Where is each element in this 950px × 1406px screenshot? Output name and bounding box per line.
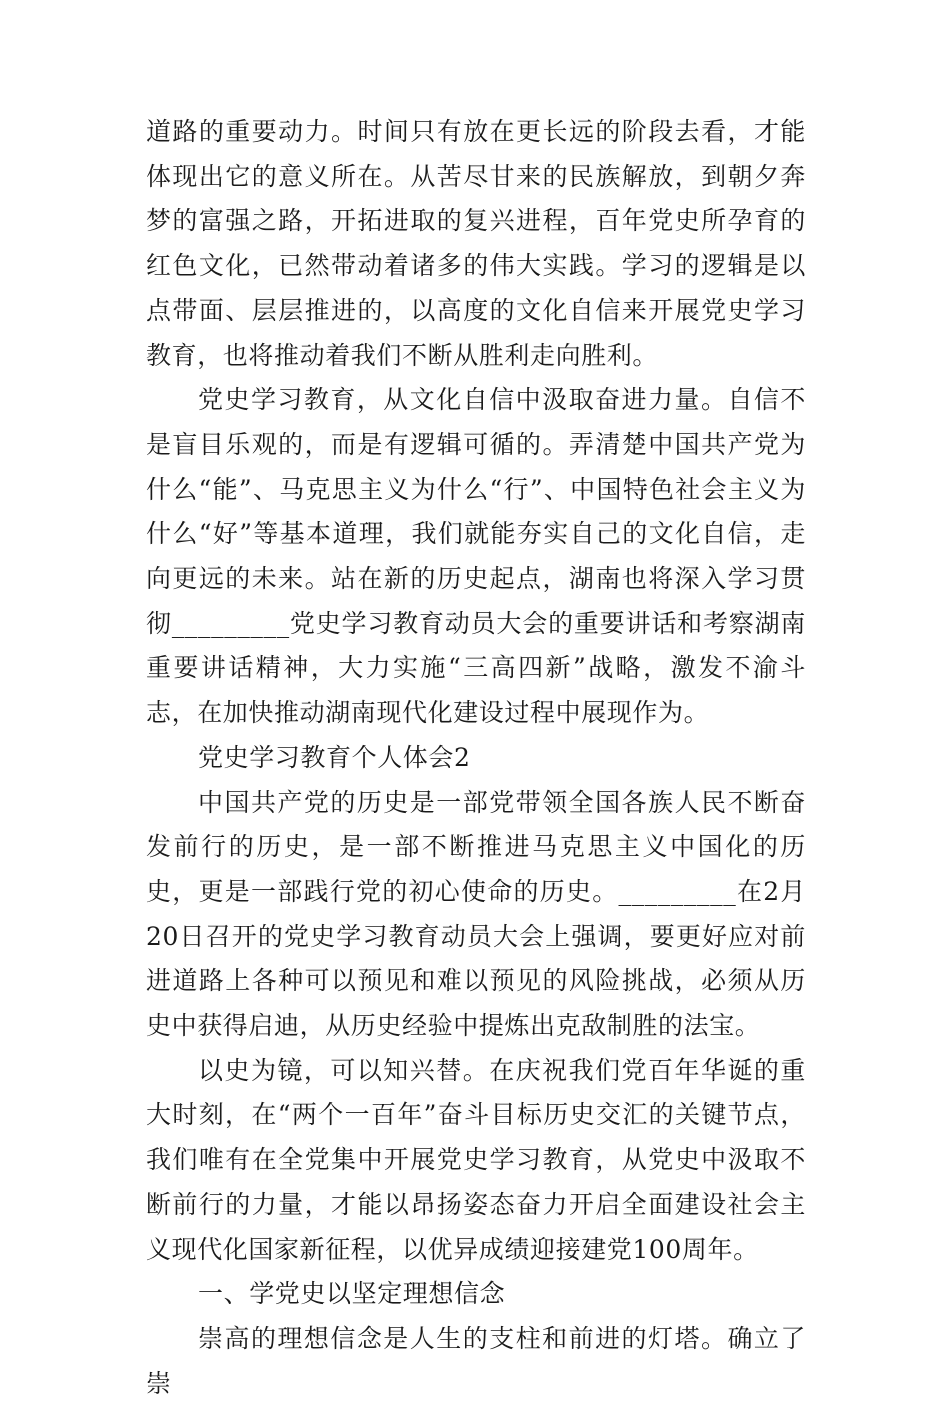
- paragraph-1: 道路的重要动力。时间只有放在更长远的阶段去看，才能体现出它的意义所在。从苦尽甘来的民族解放，到朝夕奔梦的富强之路，开拓进取的复兴进程，百年党史所孕育的红色文化，已然带动着诸多的伟大实践。学习的逻辑是以点带面、层层推进的，以高度的文化自信来开展党史学习教育，也将推动着我们不断从胜利走向胜利。: [146, 117, 806, 370]
- paragraph-4: 以史为镜，可以知兴替。在庆祝我们党百年华诞的重大时刻，在“两个一百年”奋斗目标历史交汇的关键节点，我们唯有在全党集中开展党史学习教育，从党史中汲取不断前行的力量，才能以昂扬姿态奋力开启全面建设社会主义现代化国家新征程，以优异成绩迎接建党100周年。: [146, 1055, 806, 1264]
- paragraph-5: 崇高的理想信念是人生的支柱和前进的灯塔。确立了崇: [146, 1323, 806, 1398]
- paragraph-3: 中国共产党的历史是一部党带领全国各族人民不断奋发前行的历史，是一部不断推进马克思主义中国化的历史，更是一部践行党的初心使命的历史。_________在2月20日召开的党史学习教育动员大会上强调，要更好应对前进道路上各种可以预见和难以预见的风险挑战，必须从历史中获得启迪，从历史经验中提炼出克敌制胜的法宝。: [146, 787, 806, 1041]
- subsection-heading-1: 一、学党史以坚定理想信念: [198, 1279, 506, 1309]
- paragraph-2: 党史学习教育，从文化自信中汲取奋进力量。自信不是盲目乐观的，而是有逻辑可循的。弄清楚中国共产党为什么“能”、马克思主义为什么“行”、中国特色社会主义为什么“好”等基本道理，我们就能夯实自己的文化自信，走向更远的未来。站在新的历史起点，湖南也将深入学习贯彻_________党史学习教育动员大会的重要讲话和考察湖南重要讲话精神，大力实施“三高四新”战略，激发不渝斗志，在加快推动湖南现代化建设过程中展现作为。: [146, 385, 806, 728]
- section-heading-2: 党史学习教育个人体会2: [198, 742, 471, 772]
- document-body: [146, 110, 806, 1406]
